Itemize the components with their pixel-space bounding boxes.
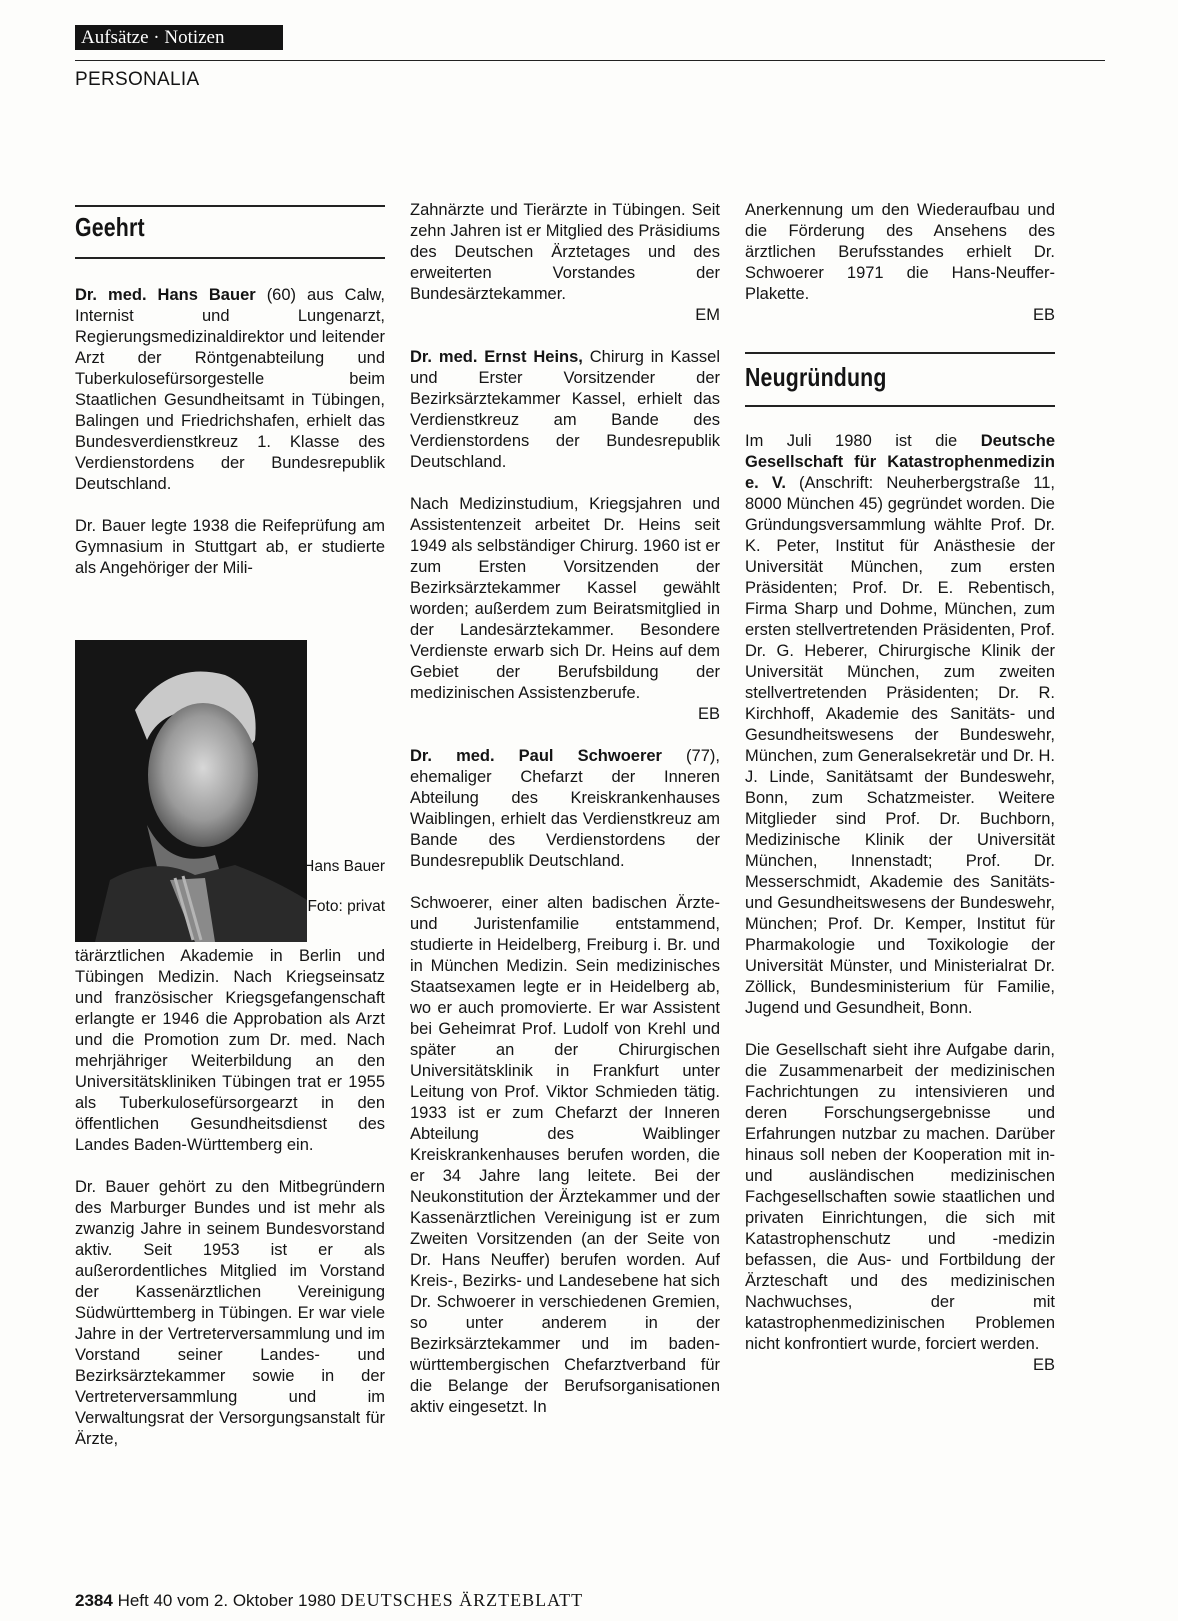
section-heading: PERSONALIA	[75, 69, 200, 90]
issue-info: Heft 40 vom 2. Oktober 1980	[117, 1591, 336, 1610]
article-paragraph: tärärztlichen Akademie in Berlin und Tübingen Medizin. Nach Kriegseinsatz und französischer Kriegsgefangenschaft erlangte er 1946 die Approbation als Arzt und die Promotion zum Dr. med. Nach mehrjähriger Weiterbildung an den Universitätskliniken Tübingen trat er 1955 als Tuberkulosefürsorgearzt in den öffentlichen Gesundheitsdienst des Landes Baden-Württemberg ein.	[75, 947, 385, 1154]
article-paragraph	[745, 431, 1055, 1019]
person-name: Dr. med. Ernst Heins,	[410, 348, 583, 366]
person-name: Dr. med. Hans Bauer	[75, 286, 256, 304]
paragraph-text: (77), ehemaliger Chefarzt der Inneren Abteilung des Kreiskrankenhauses Waiblingen, erhielt das Verdienstkreuz am Bande des Verdienstordens der Bundesrepublik Deutschland.	[410, 747, 720, 870]
heading-neugruendung: Neugründung	[745, 362, 887, 392]
author-initials: EB	[1032, 306, 1055, 324]
article-paragraph: Dr. Bauer gehört zu den Mitbegründern des Marburger Bundes und ist mehr als zwanzig Jahre in seinem Bundesvorstand aktiv. Seit 1953 ist er als außerordentliches Mitglied im Vorstand der Kassenärztlichen Vereinigung Südwürttemberg in Tübingen. Er war viele Jahre in der Vertreterversammlung und im Vorstand seiner Landes- und Bezirksärztekammer sowie in der Vertreterversammlung und im Verwaltungsrat der Versorgungsanstalt für Ärzte,	[75, 1178, 385, 1448]
article-paragraph	[410, 746, 720, 872]
article-paragraph: Nach Medizinstudium, Kriegsjahren und Assistentenzeit arbeitet Dr. Heins seit 1949 als selbständiger Chirurg. 1960 ist er zum Ersten Vorsitzenden der Bezirksärztekammer Kassel gewählt worden; außerdem zum Beiratsmitglied in der Landesärztekammer. Besondere Verdienste erwarb sich Dr. Heins auf dem Gebiet der Berufsbildung der medizinischen Assistenzberufe.	[410, 495, 721, 702]
article-paragraph: Dr. Bauer legte 1938 die Reifeprüfung am Gymnasium in Stuttgart ab, er studierte als Angehöriger der Mili-	[75, 517, 385, 577]
column-3-upper	[745, 200, 1055, 326]
article-paragraph: Schwoerer, einer alten badischen Ärzte- und Juristenfamilie entstammend, studierte in Heidelberg, Freiburg i. Br. und in München Medizin. Sein medizinisches Staatsexamen legte er in Heidelberg ab, wo er auch promovierte. Er war Assistent bei Geheimrat Prof. Ludolf von Krehl und später an der Chirurgischen Universitätsklinik in Frankfurt unter Leitung von Prof. Viktor Schmieden tätig. 1933 ist er zum Chefarzt der Inneren Abteilung des Waiblinger Kreiskrankenhauses berufen worden, die er 34 Jahre lang leitete. Bei der Neukonstitution der Ärztekammer und der Kassenärztlichen Vereinigung ist er zum Zweiten Vorsitzenden (an der Seite von Dr. Hans Neuffer) berufen worden. Auf Kreis-, Bezirks- und Landesebene hat sich Dr. Schwoerer in verschiedenen Gremien, so unter anderem in der Bezirksärztekammer und im baden-württembergischen Chefarztverband für die Belange der Berufsorganisationen aktiv eingesetzt. In	[410, 894, 721, 1416]
photo-caption: Hans Bauer	[303, 858, 385, 875]
article-paragraph	[75, 285, 385, 495]
organization-name: Deutsche Gesellschaft für Katastrophenmedizin e. V.	[745, 432, 1055, 492]
author-initials: EB	[697, 705, 720, 723]
heading-rule-bottom	[745, 405, 1055, 407]
photo-credit: Foto: privat	[307, 898, 385, 915]
heading-rule-top	[745, 352, 1055, 354]
journal-name: DEUTSCHES ÄRZTEBLATT	[340, 1590, 584, 1610]
paragraph-text: (60) aus Calw, Internist und Lungenarzt, Regierungsmedizinaldirektor und leitender Arzt der Röntgenabteilung und Tuberkulosefürsorgestelle beim Staatlichen Gesundheitsamt in Tübingen, Balingen und Friedrichshafen, erhielt das Bundesverdienstkreuz 1. Klasse des Verdienstordens der Bundesrepublik Deutschland.	[75, 286, 385, 493]
header-rule	[75, 60, 1105, 61]
page-number: 2384	[75, 1591, 113, 1610]
article-paragraph: Anerkennung um den Wiederaufbau und die Förderung des Ansehens des ärztlichen Berufsstandes erhielt Dr. Schwoerer 1971 die Hans-Neuffer-Plakette.	[745, 201, 1055, 303]
portrait-drawing	[75, 640, 307, 942]
column-1-upper	[75, 285, 385, 579]
article-paragraph: Zahnärzte und Tierärzte in Tübingen. Seit zehn Jahren ist er Mitglied des Präsidiums des Deutschen Ärztetages und des erweiterten Vorstandes der Bundesärztekammer.	[410, 201, 720, 303]
paragraph-text: Im Juli 1980 ist die	[745, 432, 958, 450]
heading-rule-bottom	[75, 257, 385, 259]
section-tag: Aufsätze · Notizen	[75, 25, 283, 50]
article-paragraph: Die Gesellschaft sieht ihre Aufgabe darin, die Zusammenarbeit der medizinischen Fachrichtungen zu intensivieren und deren Forschungsergebnisse und Erfahrungen nutzbar zu machen. Darüber hinaus soll neben der Kooperation mit in- und ausländischen medizinischen Fachgesellschaften sowie staatlichen und privaten Einrichtungen, die sich mit Katastrophenschutz und -medizin befassen, die Aus- und Fortbildung der Ärzteschaft und des medizinischen Nachwuchses, der mit katastrophenmedizinischen Problemen nicht konfrontiert wurde, forciert werden.	[745, 1041, 1055, 1353]
heading-rule-top	[75, 205, 385, 207]
person-name: Dr. med. Paul Schwoerer	[410, 747, 662, 765]
paragraph-text: Chirurg in Kassel und Erster Vorsitzender der Bezirksärztekammer Kassel, erhielt das Verdienstkreuz am Bande des Verdienstordens der Bundesrepublik Deutschland.	[410, 348, 720, 471]
author-initials: EM	[695, 306, 720, 324]
heading-geehrt: Geehrt	[75, 212, 145, 242]
article-paragraph	[410, 347, 720, 473]
column-2	[410, 200, 720, 1418]
author-initials: EB	[1032, 1356, 1055, 1374]
paragraph-text: (Anschrift: Neuherbergstraße 11, 8000 München 45) gegründet worden. Die Gründungsversammlung wählte Prof. Dr. K. Peter, Institut für Anästhesie der Universität München, zum ersten Präsidenten; Prof. Dr. E. Rebentisch, Firma Sharp und Dohme, München, zum ersten stellvertretenden Präsidenten, Prof. Dr. G. Heberer, Chirurgische Klinik der Universität München, zum zweiten stellvertretenden Präsidenten; Dr. R. Kirchhoff, Akademie des Sanitäts- und Gesundheitswesens der Bundeswehr, München, zum Generalsekretär und Dr. H. J. Linde, Sanitätsamt der Bundeswehr, Bonn, zum Schatzmeister. Weitere Mitglieder sind Prof. Dr. Buchborn, Medizinische Klinik der Universität München, Innenstadt; Prof. Dr. Messerschmidt, Akademie des Sanitäts- und Gesundheitswesens der Bundeswehr, München; Prof. Dr. Kemper, Institut für Pharmakologie und Toxikologie der Universität Münster, und Ministerialrat Dr. Zöllick, Bundesministerium für Familie, Jugend und Gesundheit, Bonn.	[745, 474, 1055, 1017]
page-footer	[75, 1590, 583, 1611]
column-1-lower	[75, 946, 385, 1450]
column-3-lower	[745, 431, 1055, 1376]
portrait-photo	[75, 640, 307, 942]
